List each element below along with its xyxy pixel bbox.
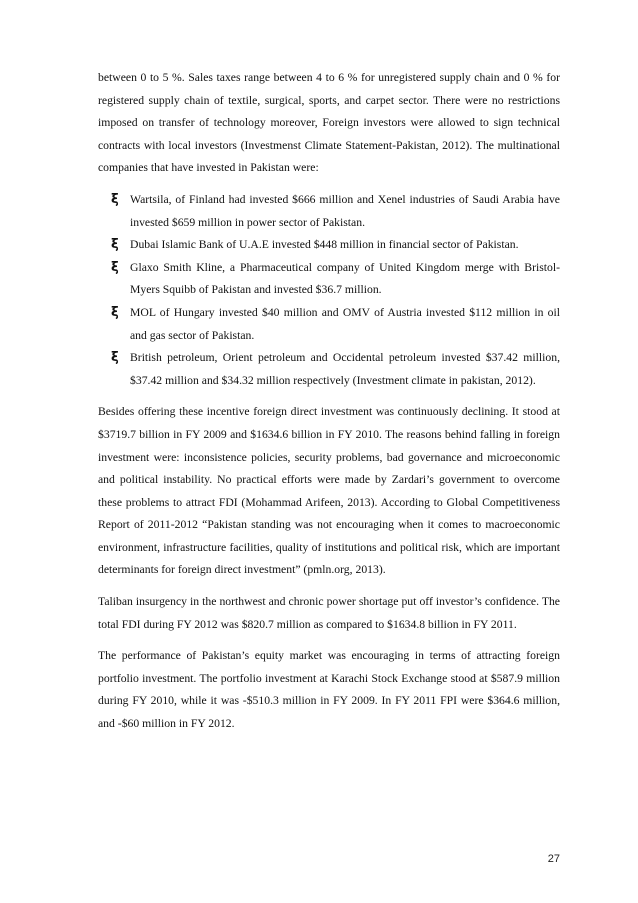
bullet-marker: ξ	[111, 350, 119, 366]
paragraph-taliban-insurgency: Taliban insurgency in the northwest and chronic power shortage put off investor’s confidence. The total FDI during FY 2012 was $820.7 million as compared to $1634.8 billion in FY 2011.	[98, 595, 560, 631]
list-item	[98, 347, 560, 392]
paragraph-tax-and-technology: between 0 to 5 %. Sales taxes range between 4 to 6 % for unregistered supply chain and 0 % for registered supply chain of textile, surgical, sports, and carpet sector. There were no restrictions imposed on transfer of technology moreover, Foreign investors were allowed to sign technical contracts with local investors (Investmenst Climate Statement-Pakistan, 2012). The multinational companies that have invested in Pakistan were:	[98, 71, 560, 175]
list-item-text: Wartsila, of Finland had invested $666 million and Xenel industries of Saudi Arabia have invested $659 million in power sector of Pakistan.	[130, 192, 560, 229]
list-item-text: MOL of Hungary invested $40 million and OMV of Austria invested $112 million in oil and gas sector of Pakistan.	[130, 305, 560, 342]
list-item	[98, 302, 560, 347]
list-item-text: British petroleum, Orient petroleum and Occidental petroleum invested $37.42 million, $37.42 million and $34.32 million respectively (Investment climate in pakistan, 2012).	[130, 351, 560, 387]
list-item	[98, 257, 560, 302]
bullet-marker: ξ	[111, 259, 119, 275]
page-body	[98, 67, 560, 745]
bullet-marker: ξ	[111, 191, 119, 207]
list-item	[98, 189, 560, 234]
paragraph-fdi-decline: Besides offering these incentive foreign direct investment was continuously declining. It stood at $3719.7 billion in FY 2009 and $1634.6 billion in FY 2010. The reasons behind falling in foreign investment were: inconsistence policies, security problems, bad governance and microeconomic and political instability. No practical efforts were made by Zardari’s government to overcome these problems to attract FDI (Mohammad Arifeen, 2013). According to Global Competitiveness Report of 2011-2012 “Pakistan standing was not encouraging when it comes to macroeconomic environment, infrastructure facilities, quality of institutions and political risk, which are important determinants for foreign direct investment” (pmln.org, 2013).	[98, 405, 560, 577]
bullet-marker: ξ	[111, 304, 119, 320]
list-item-text: Glaxo Smith Kline, a Pharmaceutical company of United Kingdom merge with Bristol-Myers Squibb of Pakistan and invested $36.7 million.	[130, 260, 560, 297]
list-item-text: Dubai Islamic Bank of U.A.E invested $448 million in financial sector of Pakistan.	[130, 238, 519, 252]
paragraph-equity-market: The performance of Pakistan’s equity market was encouraging in terms of attracting foreign portfolio investment. The portfolio investment at Karachi Stock Exchange stood at $587.9 million during FY 2010, while it was -$510.3 million in FY 2009. In FY 2011 FPI were $364.6 million, and -$60 million in FY 2012.	[98, 649, 560, 731]
bullet-marker: ξ	[111, 237, 119, 253]
multinational-investments-list	[98, 189, 560, 392]
list-item	[98, 234, 560, 257]
page-number: 27	[547, 853, 560, 865]
